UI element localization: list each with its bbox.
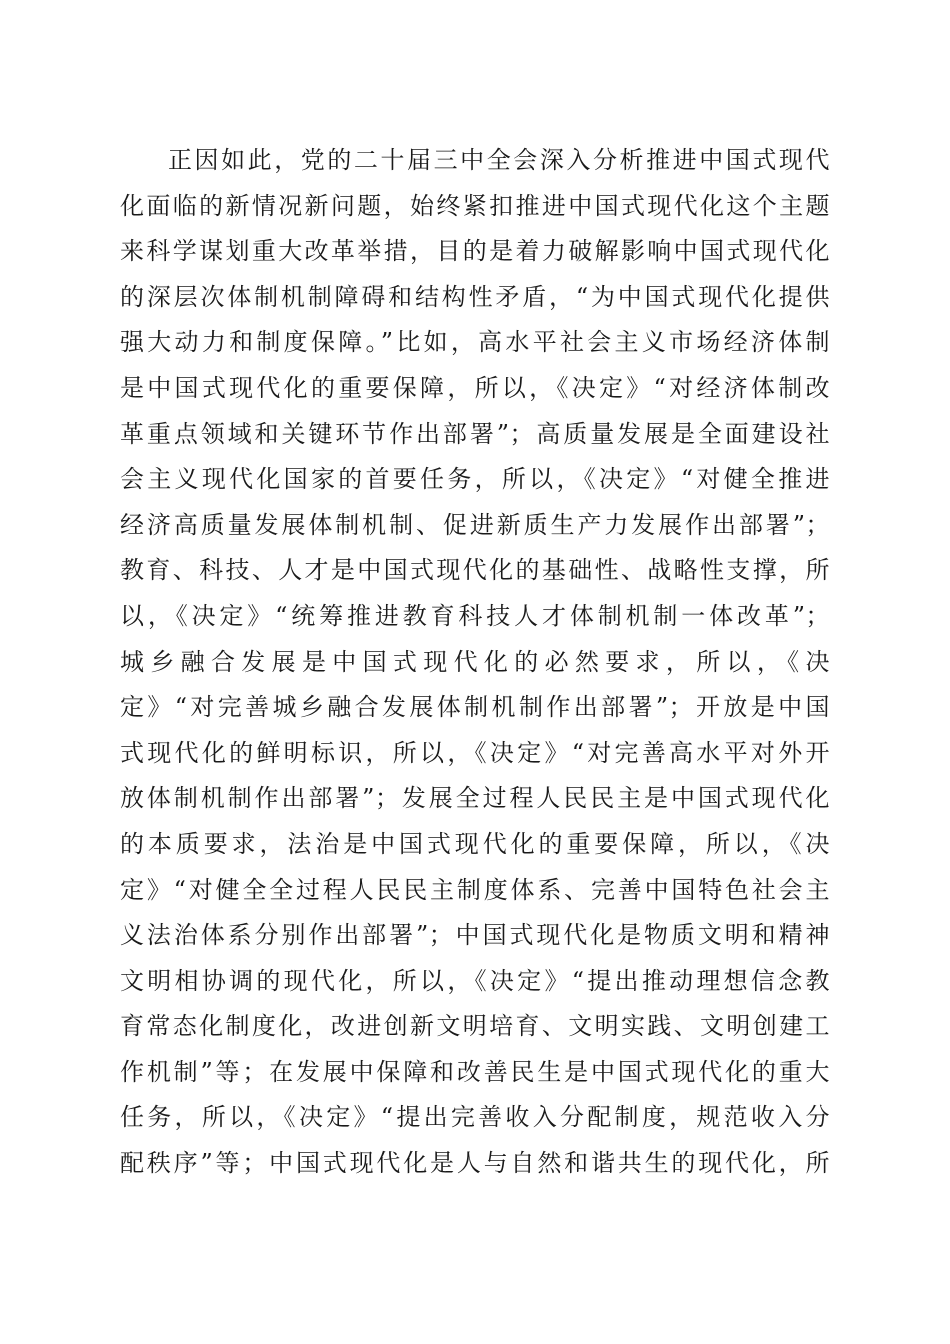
paragraph-line: 会主义现代化国家的首要任务，所以，《决定》“对健全推进: [120, 465, 830, 494]
paragraph-line: 的深层次体制机制障碍和结构性矛盾，“为中国式现代化提供: [120, 282, 830, 311]
paragraph-line: 化面临的新情况新问题，始终紧扣推进中国式现代化这个主题: [120, 191, 830, 220]
paragraph-line: 定》“对完善城乡融合发展体制机制作出部署”；开放是中国: [120, 693, 830, 722]
paragraph-line: 革重点领域和关键环节作出部署”；高质量发展是全面建设社: [120, 419, 830, 448]
paragraph-line: 城乡融合发展是中国式现代化的必然要求，所以，《决: [120, 647, 830, 676]
paragraph-line: 来科学谋划重大改革举措，目的是着力破解影响中国式现代化: [120, 237, 830, 266]
paragraph-line: 义法治体系分别作出部署”；中国式现代化是物质文明和精神: [120, 921, 830, 950]
body-paragraph: [120, 138, 830, 1187]
paragraph-line: 任务，所以，《决定》“提出完善收入分配制度，规范收入分: [120, 1103, 830, 1132]
paragraph-line: 育常态化制度化，改进创新文明培育、文明实践、文明创建工: [120, 1012, 830, 1041]
paragraph-line: 正因如此，党的二十届三中全会深入分析推进中国式现代: [168, 146, 830, 174]
paragraph-line: 的本质要求，法治是中国式现代化的重要保障，所以，《决: [120, 829, 830, 858]
paragraph-line: 作机制”等；在发展中保障和改善民生是中国式现代化的重大: [120, 1057, 830, 1086]
paragraph-line: 文明相协调的现代化，所以，《决定》“提出推动理想信念教: [120, 966, 830, 995]
paragraph-line: 配秩序”等；中国式现代化是人与自然和谐共生的现代化，所: [120, 1149, 830, 1178]
paragraph-line: 是中国式现代化的重要保障，所以，《决定》“对经济体制改: [120, 373, 830, 402]
paragraph-line: 定》“对健全全过程人民民主制度体系、完善中国特色社会主: [120, 875, 830, 904]
paragraph-line: 经济高质量发展体制机制、促进新质生产力发展作出部署”；: [120, 510, 830, 539]
paragraph-line: 强大动力和制度保障。”比如，高水平社会主义市场经济体制: [120, 328, 830, 357]
paragraph-line: 以，《决定》“统筹推进教育科技人才体制机制一体改革”；: [120, 601, 830, 630]
paragraph-line: 教育、科技、人才是中国式现代化的基础性、战略性支撑，所: [120, 556, 830, 585]
paragraph-line: 式现代化的鲜明标识，所以，《决定》“对完善高水平对外开: [120, 738, 830, 767]
paragraph-line: 放体制机制作出部署”；发展全过程人民民主是中国式现代化: [120, 784, 830, 813]
